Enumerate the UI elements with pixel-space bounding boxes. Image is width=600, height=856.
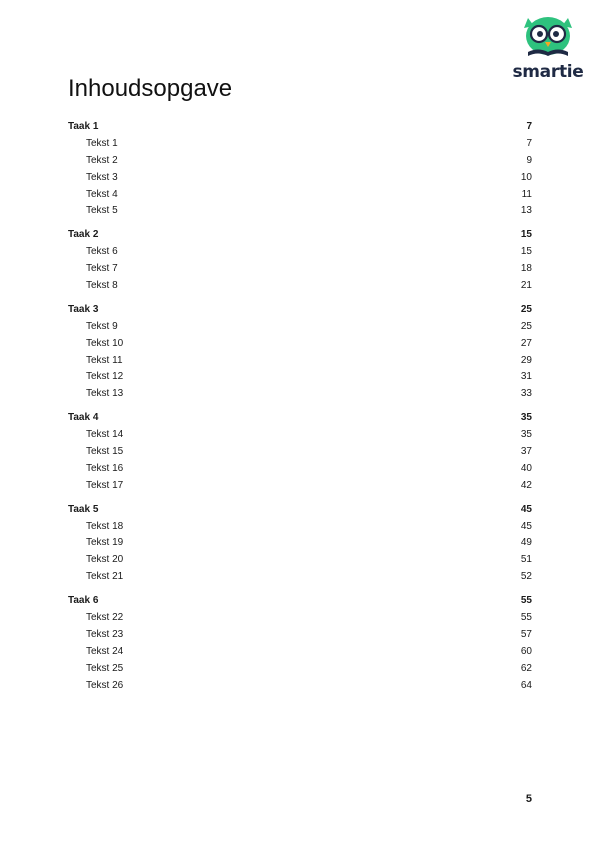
toc-section-label: Taak 1	[68, 121, 99, 132]
toc-section-page: 45	[520, 503, 532, 515]
toc-item-label: Tekst 5	[86, 205, 118, 217]
toc-item-page: 13	[520, 205, 532, 217]
toc-item-row[interactable]	[68, 478, 532, 495]
toc-item-page: 40	[520, 462, 532, 474]
toc-item-label: Tekst 9	[86, 320, 118, 332]
toc-item-row[interactable]	[68, 369, 532, 386]
toc-item-page: 42	[520, 479, 532, 491]
toc-section-label: Taak 3	[68, 303, 99, 315]
toc-item-page: 21	[520, 280, 532, 292]
toc-item-label: Tekst 24	[86, 645, 124, 657]
toc-section-label: Taak 4	[68, 412, 99, 424]
toc-item-page: 10	[520, 171, 532, 183]
toc-item-page: 52	[520, 571, 532, 583]
toc-item-label: Tekst 18	[86, 520, 124, 532]
toc-item-row[interactable]	[68, 678, 532, 695]
toc-item-row[interactable]	[68, 336, 532, 353]
toc-item-page: 33	[520, 388, 532, 400]
toc-item-label: Tekst 2	[86, 154, 118, 166]
toc-item-row[interactable]	[68, 444, 532, 461]
toc-item-label: Tekst 14	[86, 429, 124, 441]
toc-item-row[interactable]	[68, 661, 532, 678]
toc-item-row[interactable]	[68, 170, 532, 187]
toc-item-row[interactable]	[68, 519, 532, 536]
toc-item-label: Tekst 1	[86, 137, 118, 149]
toc-item-label: Tekst 25	[86, 662, 124, 674]
toc-section-label: Taak 2	[68, 229, 99, 241]
toc-item-row[interactable]	[68, 261, 532, 278]
toc-item-label: Tekst 15	[86, 446, 124, 458]
toc-item-label: Tekst 4	[86, 188, 118, 200]
toc-item-row[interactable]	[68, 386, 532, 403]
toc-item-label: Tekst 17	[86, 479, 124, 491]
toc-section-page: 35	[520, 412, 532, 424]
toc-item-label: Tekst 11	[86, 354, 123, 366]
toc-item-page: 29	[520, 354, 532, 366]
toc-section-page: 55	[520, 595, 532, 607]
toc-item-row[interactable]	[68, 644, 532, 661]
toc-section-row[interactable]	[68, 302, 532, 319]
toc-item-label: Tekst 26	[86, 679, 124, 691]
toc-item-page: 35	[520, 429, 532, 441]
page-title: Inhoudsopgave	[68, 75, 233, 102]
owl-icon	[520, 12, 576, 60]
toc-item-row[interactable]	[68, 552, 532, 569]
toc-section-page: 15	[520, 229, 532, 241]
toc-item-row[interactable]	[68, 187, 532, 204]
toc-item-row[interactable]	[68, 610, 532, 627]
toc-item-label: Tekst 16	[86, 462, 124, 474]
toc-section-row[interactable]	[68, 227, 532, 244]
toc-item-page: 25	[520, 320, 532, 332]
toc-item-row[interactable]	[68, 569, 532, 586]
toc-item-row[interactable]	[68, 203, 532, 220]
toc-item-row[interactable]	[68, 136, 532, 153]
toc-item-page: 64	[520, 679, 532, 691]
page-number: 5	[525, 793, 532, 805]
toc-item-page: 49	[520, 537, 532, 549]
toc-item-page: 51	[520, 554, 532, 566]
toc-item-page: 55	[520, 612, 532, 624]
toc-item-row[interactable]	[68, 153, 532, 170]
toc-item-label: Tekst 7	[86, 263, 118, 275]
toc-item-row[interactable]	[68, 427, 532, 444]
toc-item-row[interactable]	[68, 244, 532, 261]
toc-item-label: Tekst 13	[86, 388, 124, 400]
toc-item-page: 11	[521, 188, 532, 200]
toc-section-page: 7	[526, 121, 532, 132]
toc-item-row[interactable]	[68, 461, 532, 478]
toc-item-label: Tekst 22	[86, 612, 124, 624]
toc-section-row[interactable]	[68, 593, 532, 610]
toc-item-row[interactable]	[68, 278, 532, 295]
toc-item-label: Tekst 10	[86, 337, 124, 349]
toc-item-label: Tekst 23	[86, 628, 124, 640]
toc-item-page: 15	[520, 246, 532, 258]
toc-section-row[interactable]	[68, 502, 532, 519]
toc-item-row[interactable]	[68, 535, 532, 552]
toc-item-row[interactable]	[68, 319, 532, 336]
toc-section-row[interactable]	[68, 410, 532, 427]
toc-item-row[interactable]	[68, 353, 532, 370]
toc-item-page: 60	[520, 645, 532, 657]
toc-item-page: 27	[520, 337, 532, 349]
toc-item-page: 57	[520, 628, 532, 640]
toc-item-page: 18	[520, 263, 532, 275]
toc-item-label: Tekst 3	[86, 171, 118, 183]
toc-item-page: 31	[520, 371, 532, 383]
toc-section-page: 25	[520, 303, 532, 315]
toc-section-row[interactable]	[68, 119, 532, 136]
toc-item-label: Tekst 6	[86, 246, 118, 258]
toc-item-row[interactable]	[68, 627, 532, 644]
table-of-contents	[68, 119, 532, 695]
toc-item-label: Tekst 20	[86, 554, 124, 566]
toc-item-page: 62	[520, 662, 532, 674]
toc-item-label: Tekst 12	[86, 371, 124, 383]
smartie-logo	[510, 12, 586, 84]
toc-item-label: Tekst 19	[86, 537, 124, 549]
toc-item-page: 7	[526, 137, 532, 149]
toc-section-label: Taak 5	[68, 503, 99, 515]
logo-wordmark: smartie	[512, 62, 584, 82]
toc-item-page: 9	[526, 154, 532, 166]
toc-section-label: Taak 6	[68, 595, 99, 607]
toc-item-label: Tekst 21	[86, 571, 124, 583]
toc-item-page: 45	[520, 520, 532, 532]
toc-item-page: 37	[520, 446, 532, 458]
toc-item-label: Tekst 8	[86, 280, 118, 292]
